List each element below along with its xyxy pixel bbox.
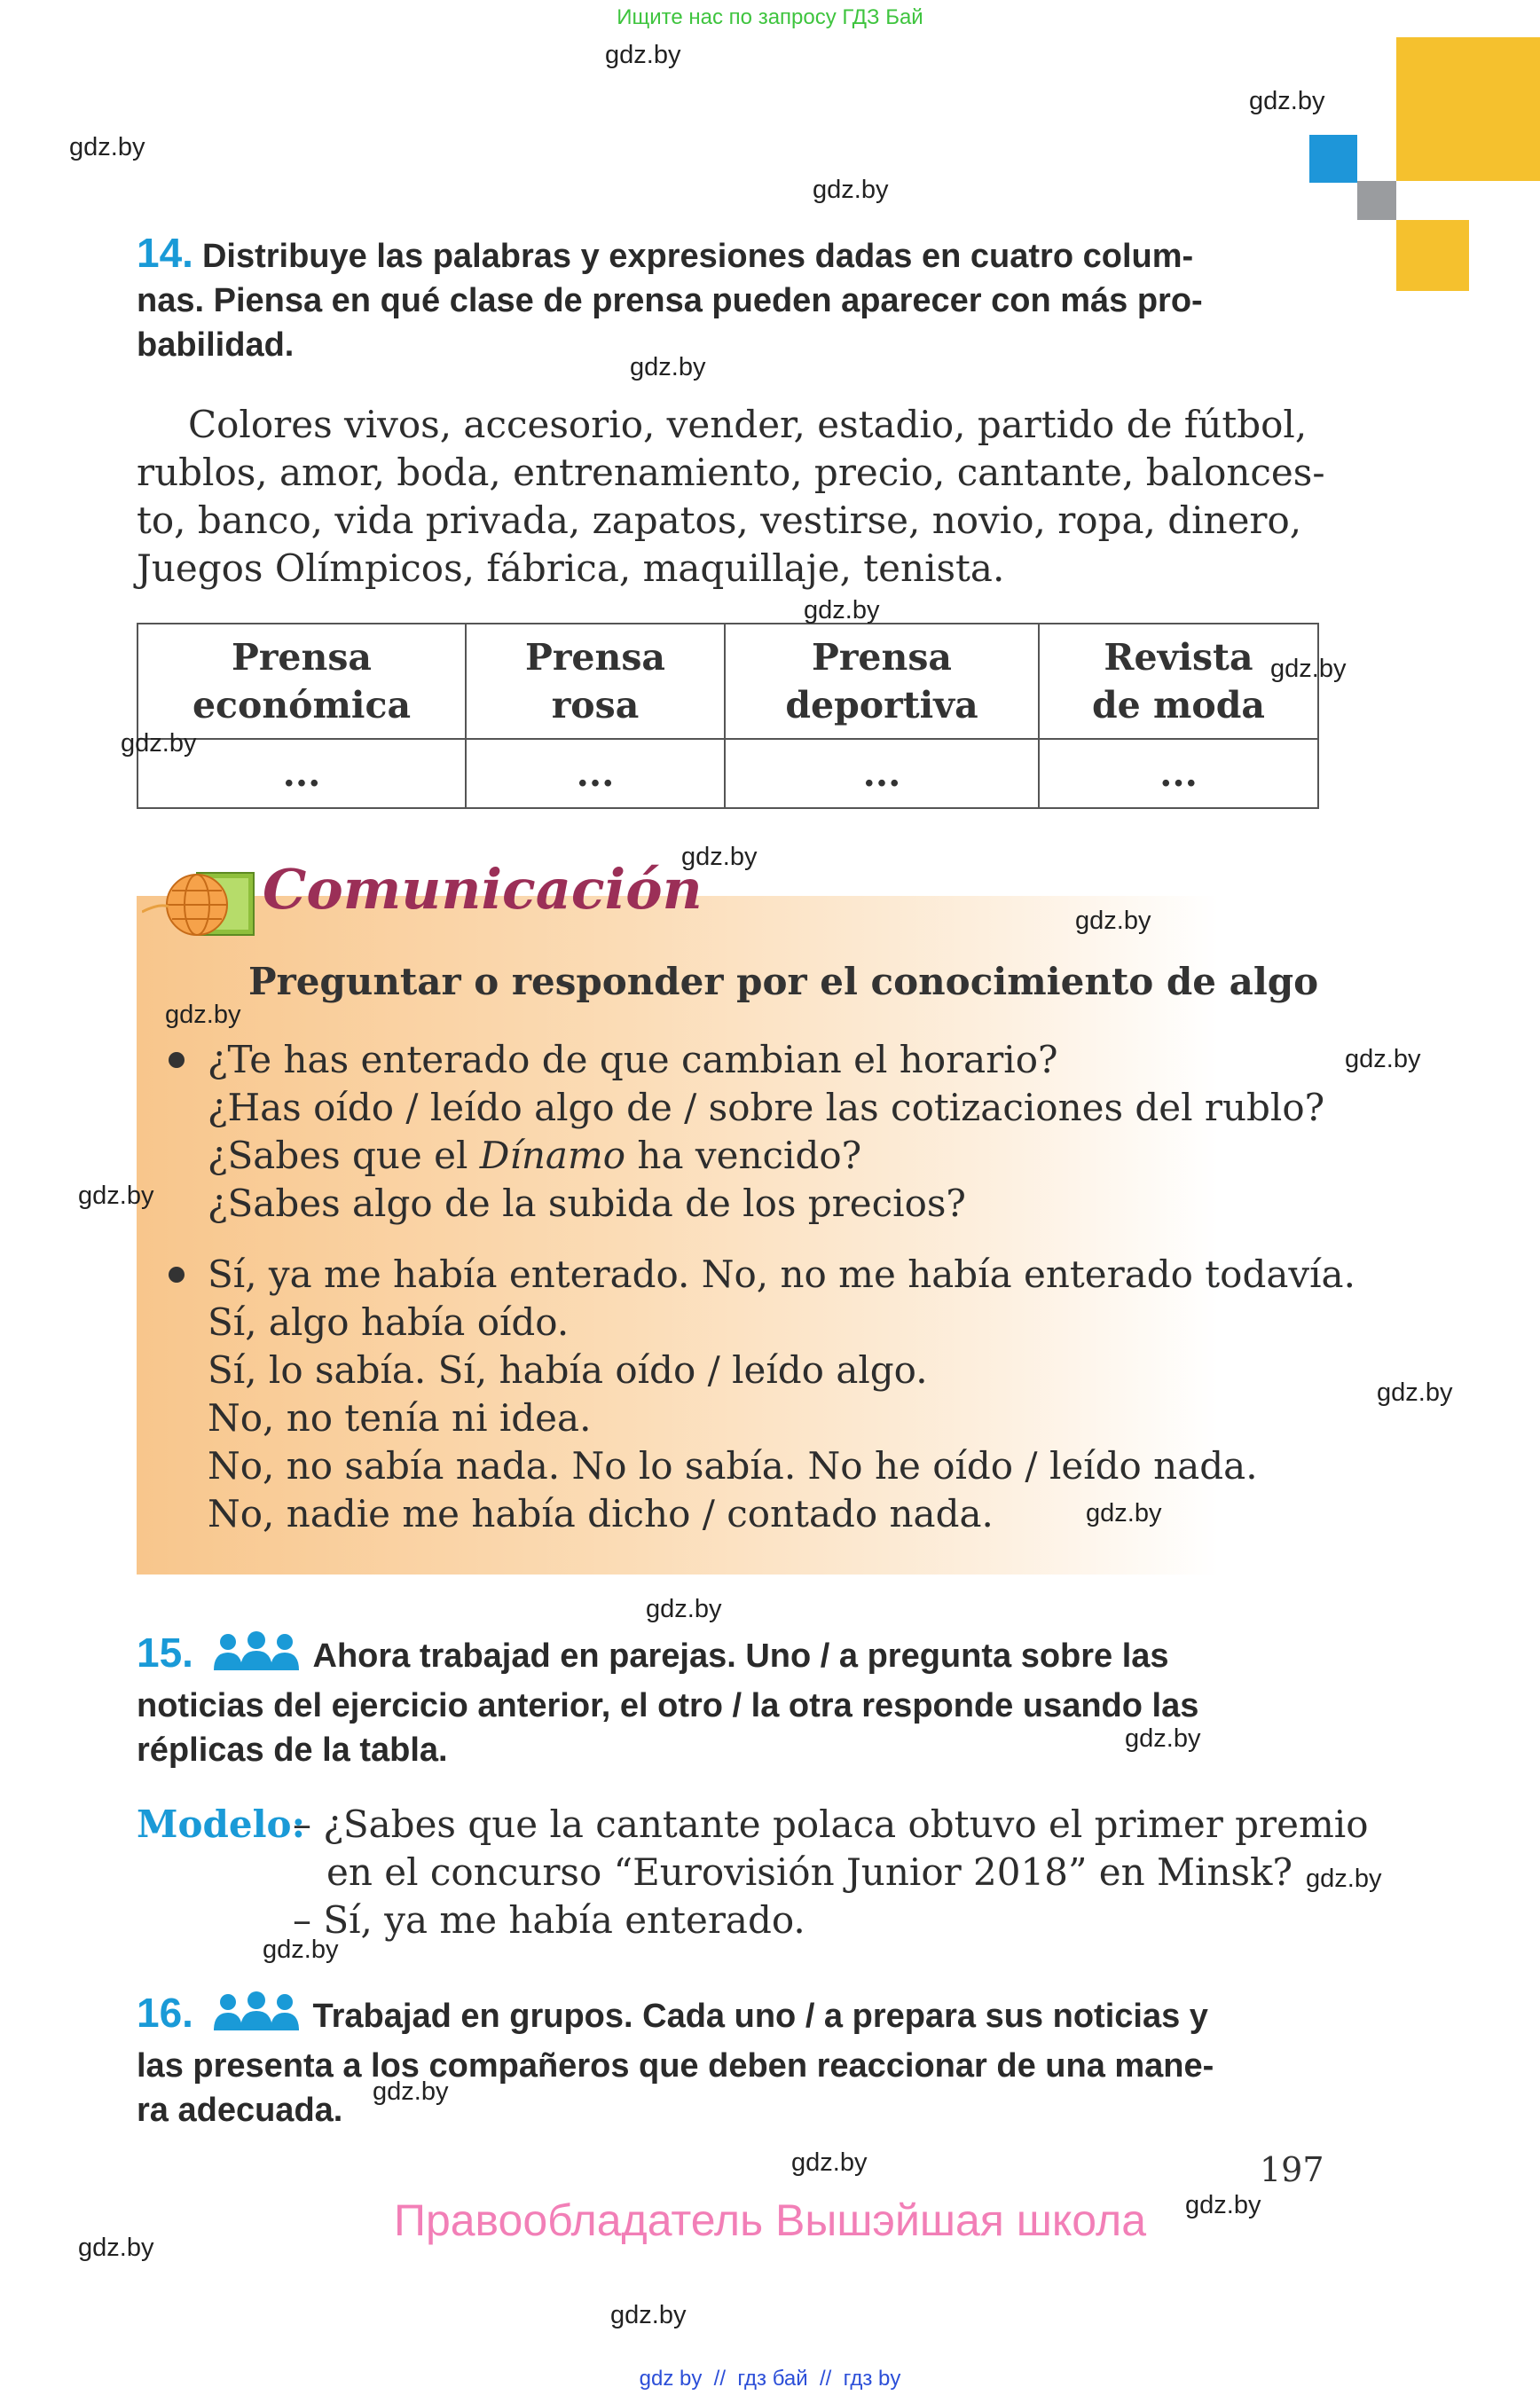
model-line: – Sí, ya me había enterado. xyxy=(293,1898,805,1942)
watermark: gdz.by xyxy=(791,2148,868,2177)
exercise-15-line-3: réplicas de la tabla. xyxy=(137,1732,448,1769)
watermark: gdz.by xyxy=(804,596,880,624)
bottom-links[interactable]: gdz by // гдз бай // гдз by xyxy=(639,2367,901,2391)
question-line: ¿Sabes algo de la subida de los precios? xyxy=(208,1182,966,1225)
watermark: gdz.by xyxy=(610,2301,687,2329)
exercise-number: 14. xyxy=(137,230,193,276)
communication-title: Comunicación xyxy=(263,857,703,922)
watermark: gdz.by xyxy=(605,41,681,69)
deco-square-gray xyxy=(1357,181,1396,220)
copyright-notice: Правообладатель Вышэйшая школа xyxy=(394,2195,1146,2245)
exercise-14-line-1: 14. Distribuye las palabras y expresiones dadas en cuatro colum- xyxy=(137,230,1194,276)
press-table xyxy=(137,623,1319,809)
exercise-14-line-3: babilidad. xyxy=(137,326,295,364)
answer-line: No, no tenía ni idea. xyxy=(208,1396,592,1440)
watermark: gdz.by xyxy=(121,729,197,758)
group-work-icon xyxy=(212,1991,301,2044)
exercise-15-line-1: 15. Ahora trabajad en parejas. Uno / a pregunta sobre las xyxy=(137,1630,1320,1684)
watermark: gdz.by xyxy=(1086,1499,1162,1527)
question-line: ¿Sabes que el Dínamo ha vencido? xyxy=(208,1134,862,1177)
exercise-16-line-1: 16. Trabajad en grupos. Cada uno / a prepara sus noticias y xyxy=(137,1991,1320,2044)
exercise-number: 16. xyxy=(137,1990,193,2036)
exercise-14 xyxy=(137,231,1320,367)
watermark: gdz.by xyxy=(69,133,145,161)
word-list-line: Juegos Olímpicos, fábrica, maquillaje, tenista. xyxy=(137,546,1005,590)
table-row xyxy=(138,739,1318,808)
table-cell: ... xyxy=(1039,739,1318,808)
model-label: Modelo: xyxy=(137,1802,306,1846)
word-list-line: rublos, amor, boda, entrenamiento, precio, cantante, balonces- xyxy=(137,451,1325,494)
watermark: gdz.by xyxy=(263,1936,339,1964)
model-line: en el concurso “Eurovisión Junior 2018” en Minsk? xyxy=(326,1850,1293,1894)
word-list-line: Colores vivos, accesorio, vender, estadio, partido de fútbol, xyxy=(188,403,1308,446)
watermark: gdz.by xyxy=(646,1595,722,1623)
exercise-15-line-2: noticias del ejercicio anterior, el otro / la otra responde usando las xyxy=(137,1687,1199,1724)
watermark: gdz.by xyxy=(1125,1724,1201,1753)
watermark: gdz.by xyxy=(373,2077,449,2106)
table-header-cell: Prensa rosa xyxy=(466,624,725,739)
answer-line: Sí, ya me había enterado. No, no me había enterado todavía. xyxy=(208,1253,1355,1296)
deco-square-yellow-small xyxy=(1396,220,1469,291)
watermark: gdz.by xyxy=(1075,907,1151,935)
deco-square-blue xyxy=(1309,135,1357,183)
exercise-16-line-3: ra adecuada. xyxy=(137,2092,343,2129)
page-number: 197 xyxy=(1260,2150,1324,2189)
watermark: gdz.by xyxy=(1306,1865,1382,1893)
watermark: gdz.by xyxy=(1377,1378,1453,1407)
answer-line: No, nadie me había dicho / contado nada. xyxy=(208,1492,994,1535)
table-header-row xyxy=(138,624,1318,739)
word-list xyxy=(137,401,1325,593)
question-line: ¿Te has enterado de que cambian el horario? xyxy=(208,1038,1058,1081)
exercise-16-line-2: las presenta a los compañeros que deben reaccionar de una mane- xyxy=(137,2047,1214,2085)
question-line: ¿Has oído / leído algo de / sobre las cotizaciones del rublo? xyxy=(208,1086,1325,1129)
watermark: gdz.by xyxy=(813,176,889,204)
exercise-14-line-2: nas. Piensa en qué clase de prensa pueden aparecer con más pro- xyxy=(137,282,1203,319)
watermark: gdz.by xyxy=(1270,655,1347,683)
table-header-cell: Prensa deportiva xyxy=(725,624,1039,739)
watermark: gdz.by xyxy=(78,1182,154,1210)
model-line: – ¿Sabes que la cantante polaca obtuvo el primer premio xyxy=(293,1802,1369,1846)
table-header-cell: Revista de moda xyxy=(1039,624,1318,739)
exercise-16 xyxy=(137,1991,1320,2132)
communication-subtitle: Preguntar o responder por el conocimiento de algo xyxy=(248,960,1319,1003)
watermark: gdz.by xyxy=(78,2234,154,2262)
table-header-cell: Prensa económica xyxy=(138,624,466,739)
watermark: gdz.by xyxy=(1185,2191,1261,2219)
deco-square-yellow-large xyxy=(1396,37,1540,181)
watermark: gdz.by xyxy=(165,1001,241,1029)
bullet-icon xyxy=(169,1052,185,1068)
search-hint: Ищите нас по запросу ГДЗ Бай xyxy=(617,5,923,29)
watermark: gdz.by xyxy=(1345,1045,1421,1073)
watermark: gdz.by xyxy=(681,843,758,871)
word-list-line: to, banco, vida privada, zapatos, vestirse, novio, ropa, dinero, xyxy=(137,499,1302,542)
answer-line: Sí, lo sabía. Sí, había oído / leído algo. xyxy=(208,1348,928,1392)
globe-icon xyxy=(142,868,257,946)
watermark: gdz.by xyxy=(1249,87,1325,115)
table-cell: ... xyxy=(138,739,466,808)
answer-line: Sí, algo había oído. xyxy=(208,1300,570,1344)
pair-work-icon xyxy=(212,1631,301,1684)
table-cell: ... xyxy=(466,739,725,808)
watermark: gdz.by xyxy=(630,353,706,381)
exercise-number: 15. xyxy=(137,1629,193,1676)
answer-line: No, no sabía nada. No lo sabía. No he oído / leído nada. xyxy=(208,1444,1258,1488)
table-cell: ... xyxy=(725,739,1039,808)
bullet-icon xyxy=(169,1267,185,1283)
